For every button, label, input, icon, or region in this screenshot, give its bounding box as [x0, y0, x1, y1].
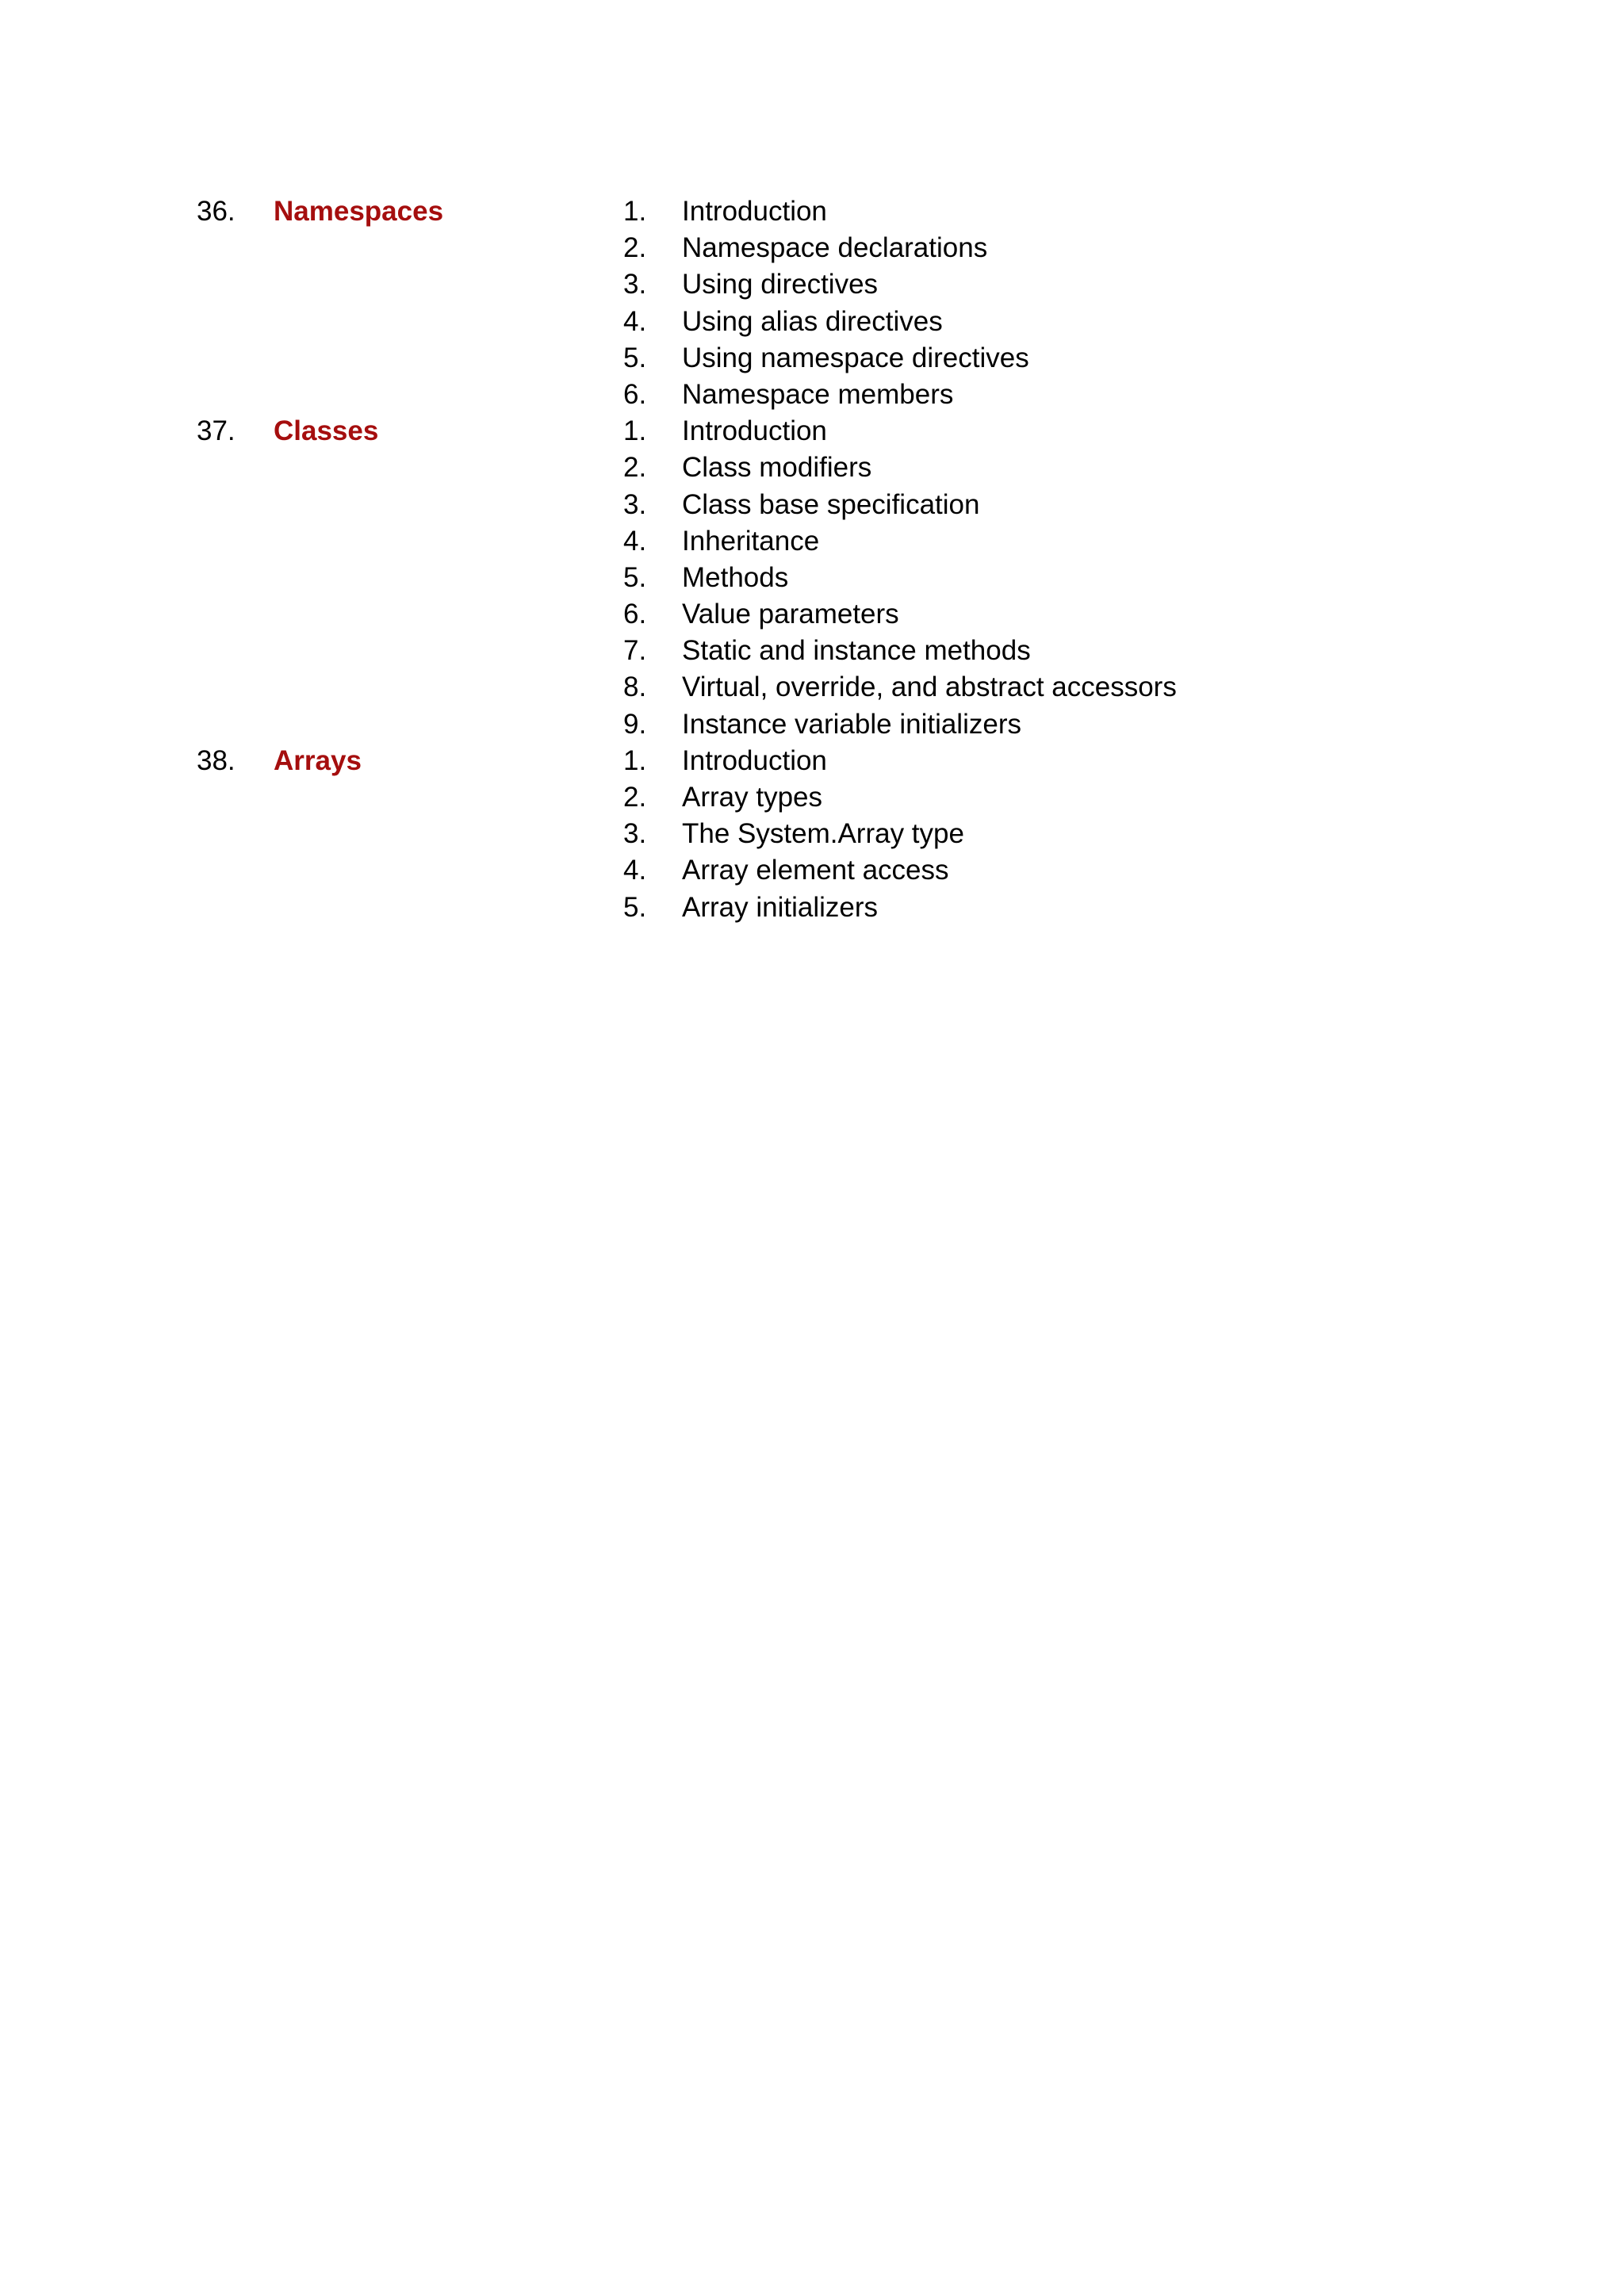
toc-row — [0, 523, 1624, 560]
toc-row — [0, 890, 1624, 926]
section-title: Namespaces — [274, 196, 444, 227]
toc-section-classes — [0, 413, 1624, 743]
item-label: Inheritance — [682, 525, 820, 557]
item-label: Introduction — [682, 196, 827, 227]
toc-row — [0, 743, 1624, 779]
toc-row — [0, 852, 1624, 889]
item-number: 3. — [623, 818, 647, 850]
toc-row — [0, 450, 1624, 486]
item-number: 4. — [623, 525, 647, 557]
item-label: The System.Array type — [682, 818, 964, 850]
item-number: 3. — [623, 488, 647, 520]
item-number: 4. — [623, 855, 647, 886]
toc-row — [0, 340, 1624, 377]
item-label: Value parameters — [682, 599, 899, 630]
item-number: 6. — [623, 599, 647, 630]
item-number: 3. — [623, 269, 647, 300]
toc-row — [0, 779, 1624, 816]
item-number: 1. — [623, 744, 647, 776]
item-number: 5. — [623, 561, 647, 593]
section-number: 38. — [197, 744, 236, 776]
item-label: Using namespace directives — [682, 342, 1029, 373]
toc-row — [0, 266, 1624, 303]
section-title: Arrays — [274, 744, 362, 776]
toc-row — [0, 596, 1624, 633]
toc-row — [0, 487, 1624, 523]
toc-row — [0, 669, 1624, 706]
item-number: 1. — [623, 415, 647, 447]
section-number: 36. — [197, 196, 236, 227]
item-label: Virtual, override, and abstract accessors — [682, 672, 1177, 703]
item-label: Array element access — [682, 855, 949, 886]
toc-row — [0, 706, 1624, 743]
toc-row — [0, 633, 1624, 669]
toc-row — [0, 304, 1624, 340]
item-number: 5. — [623, 342, 647, 373]
toc-row — [0, 560, 1624, 596]
item-label: Introduction — [682, 744, 827, 776]
section-number: 37. — [197, 415, 236, 447]
item-label: Class base specification — [682, 488, 980, 520]
item-number: 7. — [623, 635, 647, 667]
item-number: 9. — [623, 708, 647, 740]
item-label: Static and instance methods — [682, 635, 1031, 667]
item-number: 4. — [623, 305, 647, 337]
section-title: Classes — [274, 415, 379, 447]
item-label: Array types — [682, 782, 822, 813]
item-label: Array initializers — [682, 891, 878, 923]
table-of-contents — [0, 193, 1624, 926]
toc-row — [0, 377, 1624, 413]
item-label: Using directives — [682, 269, 879, 300]
toc-section-arrays — [0, 743, 1624, 926]
item-label: Introduction — [682, 415, 827, 447]
toc-section-namespaces — [0, 193, 1624, 413]
item-label: Using alias directives — [682, 305, 943, 337]
item-label: Instance variable initializers — [682, 708, 1021, 740]
item-label: Methods — [682, 561, 789, 593]
item-number: 2. — [623, 452, 647, 484]
toc-row — [0, 230, 1624, 266]
toc-row — [0, 413, 1624, 450]
toc-row — [0, 193, 1624, 230]
item-number: 8. — [623, 672, 647, 703]
item-number: 2. — [623, 782, 647, 813]
item-number: 5. — [623, 891, 647, 923]
item-number: 6. — [623, 378, 647, 410]
toc-row — [0, 816, 1624, 852]
item-label: Namespace declarations — [682, 232, 988, 264]
item-number: 2. — [623, 232, 647, 264]
item-number: 1. — [623, 196, 647, 227]
item-label: Class modifiers — [682, 452, 872, 484]
item-label: Namespace members — [682, 378, 954, 410]
